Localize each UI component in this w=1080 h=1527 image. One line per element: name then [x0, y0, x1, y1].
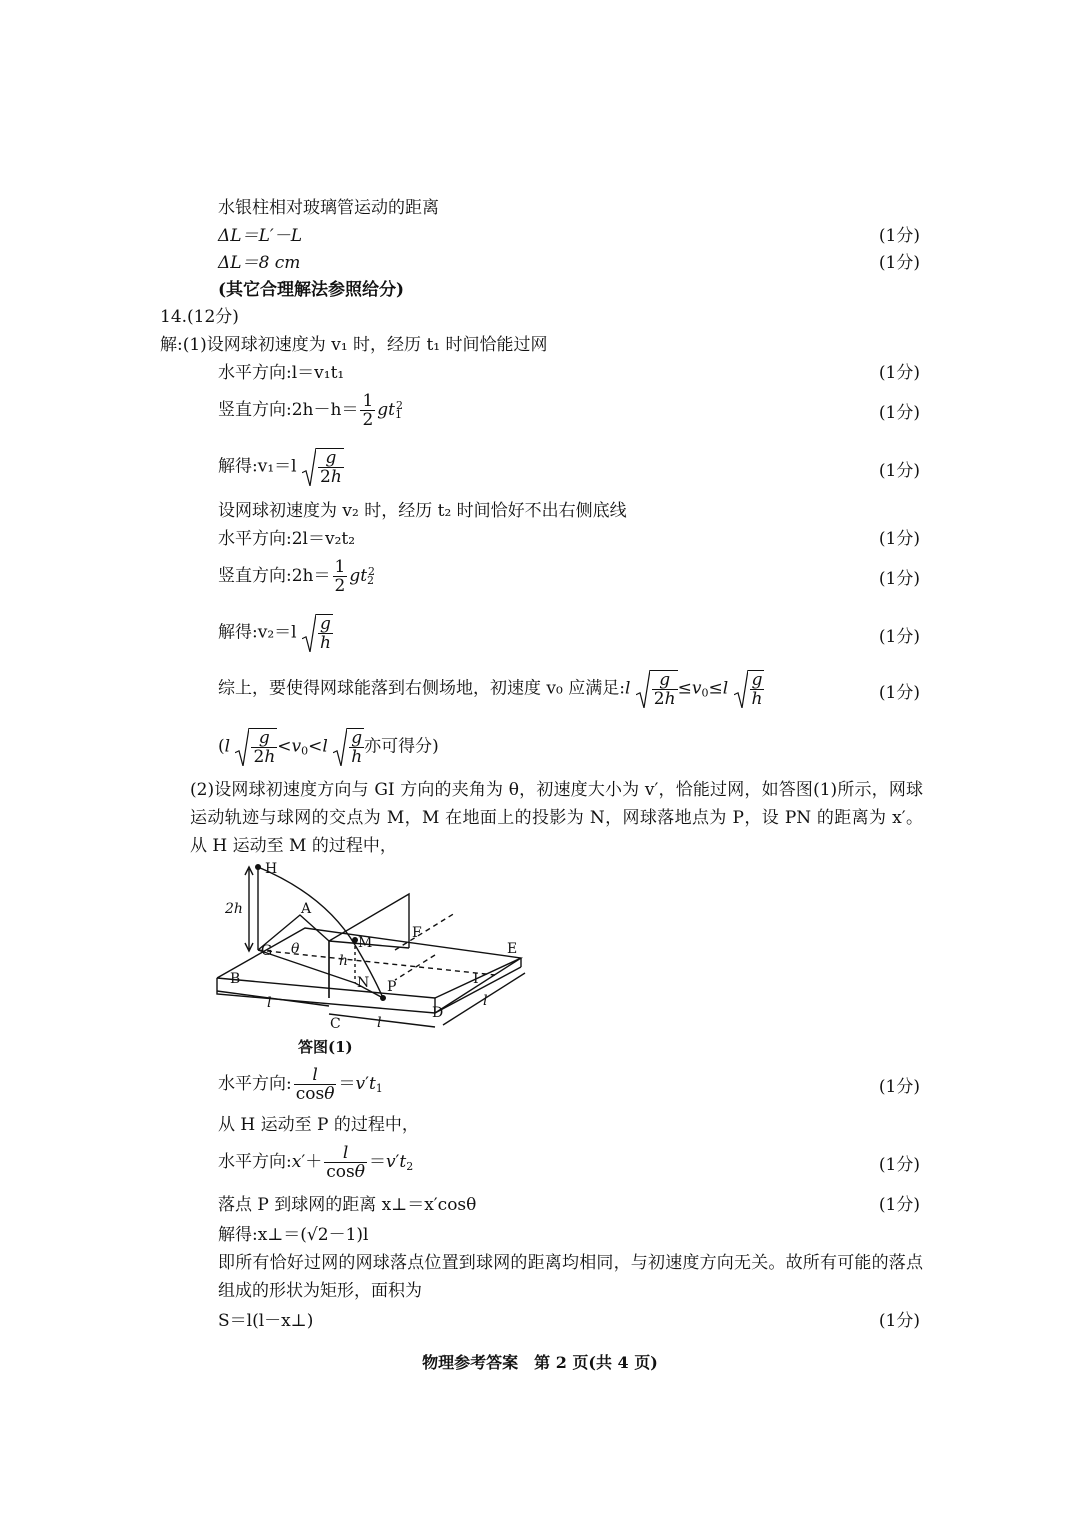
score-label: (1分) — [878, 627, 920, 647]
question-number: 14.(12分) — [160, 307, 239, 327]
score-label: (1分) — [878, 1195, 920, 1215]
score-label: (1分) — [878, 1077, 920, 1097]
equation-line: 解得:x⊥＝(√2－1)l — [218, 1225, 369, 1245]
equation-prefix: 解得:v₁＝l — [218, 456, 297, 477]
equation-line — [218, 448, 344, 486]
label-I: I — [473, 971, 479, 987]
label-h: h — [339, 953, 349, 969]
label-E: E — [507, 941, 518, 957]
sqrt: $\frac{g}{2h}$ — [235, 728, 277, 766]
part2-paragraph — [190, 776, 923, 860]
sqrt: $\frac{g}{h}$ — [734, 670, 765, 708]
solution-intro: 解:(1)设网球初速度为 v₁ 时，经历 t₁ 时间恰能过网 — [160, 335, 548, 355]
score-label: (1分) — [878, 226, 920, 246]
score-label: (1分) — [878, 683, 920, 703]
label-l3: l — [483, 993, 488, 1009]
score-label: (1分) — [878, 1311, 920, 1331]
label-2h: 2h — [225, 901, 243, 917]
label-A: A — [301, 901, 312, 917]
sqrt: $\frac{g}{h}$ — [302, 614, 333, 652]
score-label: (1分) — [878, 253, 920, 273]
alt-tail: 亦可得分) — [364, 736, 439, 757]
equation-prefix: 水平方向: — [218, 1074, 292, 1094]
fraction: $\frac{1}{2}$ — [334, 557, 346, 596]
equation-line: 水平方向: $\frac{l}{\cos\theta}$ $=v't_1$ — [218, 1065, 383, 1104]
conclusion-paragraph — [218, 1249, 923, 1305]
equation-line: 落点 P 到球网的距离 x⊥＝x′cosθ — [218, 1195, 477, 1215]
label-theta: θ — [291, 941, 300, 957]
sqrt: $\frac{g}{2h}$ — [636, 670, 678, 708]
summary-text: 综上，要使得网球能落到右侧场地，初速度 v₀ 应满足: — [218, 678, 625, 699]
equation-prefix: 水平方向: — [218, 1152, 292, 1172]
sqrt: $\frac{g}{h}$ — [333, 728, 364, 766]
fraction: $\frac{1}{2}$ — [362, 391, 374, 430]
equation-line: 竖直方向:2h－h＝ $\frac{1}{2}$ $gt_1^2$ — [218, 391, 403, 430]
equation-line: 水平方向:l＝v₁t₁ — [218, 363, 345, 383]
conclusion-text: 即所有恰好过网的网球落点位置到球网的距离均相同，与初速度方向无关。故所有可能的落点组成的形状为矩形，面积为 — [218, 1253, 923, 1301]
equation-line: (l $\frac{g}{2h}$ $<v_0<l$ $\frac{g}{h}$ 亦可得分) — [218, 728, 439, 767]
part2-text: (2)设网球初速度方向与 GI 方向的夹角为 θ，初速度大小为 v′，恰能过网，如答图(1)所示，网球运动轨迹与球网的交点为 M，M 在地面上的投影为 N，网球落地点为 P，设 PN 的距离为 x′。从 H 运动至 M 的过程中， — [190, 780, 923, 856]
label-l2: l — [377, 1015, 382, 1031]
equation-line: ΔL＝L′－L — [218, 226, 303, 246]
score-label: (1分) — [878, 529, 920, 549]
note-line: (其它合理解法参照给分) — [218, 280, 405, 300]
page-footer: 物理参考答案 第 2 页(共 4 页) — [422, 1353, 658, 1372]
label-C: C — [330, 1016, 341, 1032]
label-P: P — [387, 979, 397, 995]
label-N: N — [357, 975, 370, 991]
fraction: $\frac{l}{\cos\theta}$ — [326, 1143, 365, 1182]
figure-tennis-court — [205, 855, 535, 1060]
label-D: D — [432, 1005, 444, 1021]
equation-line: 水平方向:x′＋ $\frac{l}{\cos\theta}$ $=v't_2$ — [218, 1143, 414, 1182]
equation-prefix: 竖直方向:2h－h＝ — [218, 400, 359, 420]
score-label: (1分) — [878, 461, 920, 481]
label-M: M — [358, 935, 373, 951]
score-label: (1分) — [878, 1155, 920, 1175]
score-label: (1分) — [878, 363, 920, 383]
label-l1: l — [267, 995, 272, 1011]
equation-prefix: 竖直方向:2h＝ — [218, 566, 331, 586]
text-line: 设网球初速度为 v₂ 时，经历 t₂ 时间恰好不出右侧底线 — [218, 501, 627, 521]
equation-line: 综上，要使得网球能落到右侧场地，初速度 v₀ 应满足:l $\frac{g}{2h}$ $\le v_0\le l$ $\frac{g}{h}$ — [218, 670, 763, 709]
sqrt: $\frac{g}{2h}$ — [302, 448, 344, 486]
label-F: F — [412, 925, 422, 941]
text-line: 从 H 运动至 P 的过程中， — [218, 1115, 419, 1135]
equation-line — [218, 614, 333, 652]
fraction: $\frac{l}{\cos\theta}$ — [295, 1065, 335, 1104]
label-H: H — [265, 861, 278, 877]
label-B: B — [230, 971, 241, 987]
equation-line: S＝l(l－x⊥) — [218, 1311, 314, 1331]
score-label: (1分) — [878, 569, 920, 589]
label-G: G — [261, 943, 273, 959]
equation-line: 竖直方向:2h＝ $\frac{1}{2}$ $gt_2^2$ — [218, 557, 376, 596]
equation-prefix: 解得:v₂＝l — [218, 622, 297, 643]
equation-line: ΔL＝8 cm — [218, 253, 301, 273]
score-label: (1分) — [878, 403, 920, 423]
text-line: 水银柱相对玻璃管运动的距离 — [218, 198, 439, 218]
equation-line: 水平方向:2l＝v₂t₂ — [218, 529, 356, 549]
figure-caption: 答图(1) — [298, 1038, 353, 1056]
